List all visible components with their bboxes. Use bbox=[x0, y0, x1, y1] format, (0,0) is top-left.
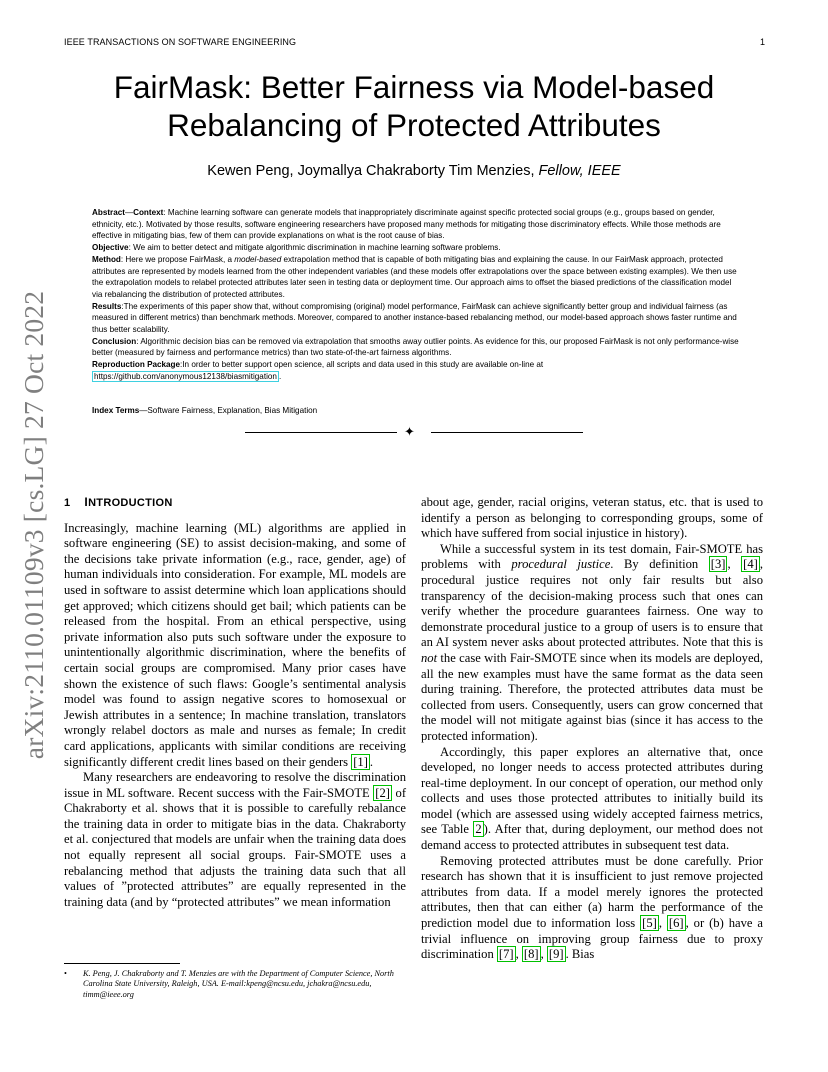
index-terms bbox=[92, 406, 317, 415]
section-first-letter: I bbox=[84, 495, 89, 509]
p3-italic: procedural justice bbox=[511, 557, 611, 572]
p4-text-b: ). After that, during deployment, our method does not demand access to protected attributes in subsequent test data. bbox=[421, 822, 763, 853]
intro-p1-end: . bbox=[369, 754, 374, 769]
repro-text: :In order to better support open science, all scripts and data used in this study are available on-line at bbox=[180, 360, 544, 370]
repro-label: Reproduction Package bbox=[92, 360, 181, 370]
p5-text-a: Removing protected attributes must be done carefully. Prior research has shown that it is insufficient to just remove projected attributes from data. If a model merely ignores the protected attributes, then that can either (a) harm the performance of the prediction model due to information loss bbox=[421, 853, 763, 931]
abstract-lead: Abstract bbox=[92, 208, 125, 217]
abstract-reproduction bbox=[92, 359, 740, 382]
objective-text: : We aim to better detect and mitigate algorithmic discrimination in machine learning software problems. bbox=[128, 243, 501, 253]
citation-link[interactable]: [7] bbox=[498, 947, 514, 962]
author-names: Kewen Peng, Joymallya Chakraborty Tim Menzies, bbox=[207, 163, 535, 179]
abstract-method bbox=[92, 254, 740, 301]
arxiv-stamp-text: arXiv:2110.01109v3 [cs.LG] 27 Oct 2022 bbox=[18, 290, 49, 760]
right-column bbox=[421, 495, 763, 963]
method-text-2: extrapolation method that is capable of both mitigating bias and explaining the cause. In our FairMask approach, protected attributes are represented by models learned from the other independent variables (and these models offer extrapolations over the space between existing examples). We then use the extrapolation models to relabel protected attributes later seen in testing data or deployment time. Our approach aims to offset the biased predictions of the classification model via rebalancing the distribution of protected attributes. bbox=[92, 254, 737, 299]
author-list bbox=[60, 163, 768, 179]
conclusion-text: : Algorithmic decision bias can be removed via extrapolation that smooths away outlier points. As evidence for this, our proposed FairMask is not only performance-wise better (measured by fairness and performance metrics) than two state-of-the-art fairness algorithms. bbox=[92, 336, 739, 358]
p3-text-b: . By definition bbox=[610, 557, 709, 572]
page-number: 1 bbox=[759, 37, 765, 47]
section-heading bbox=[64, 495, 406, 512]
section-number: 1 bbox=[64, 497, 71, 509]
citation-link[interactable]: [1] bbox=[353, 754, 368, 769]
intro-paragraph-5 bbox=[421, 854, 763, 963]
conclusion-label: Conclusion bbox=[92, 336, 137, 346]
results-text: :The experiments of this paper show that, without compromising (original) model performance, FairMask can achieve significantly better group and individual fairness (as measured in different metrics) than benchmark methods. Moreover, compared to another instance-based rebalancing method, our model-based approach shows faster runtime and thus better scalability. bbox=[92, 301, 737, 335]
citation-link[interactable]: [4] bbox=[743, 557, 758, 572]
method-label: Method bbox=[92, 254, 121, 264]
p5-text-c: , or (b) have a trivial influence on improving group fairness due to proxy discrimination bbox=[421, 916, 763, 962]
repro-end: . bbox=[278, 371, 282, 381]
section-divider bbox=[245, 424, 583, 440]
intro-p2-text-a: Many researchers are endeavoring to resolve the discrimination issue in ML software. Recent success with the Fair-SMOTE bbox=[64, 770, 406, 800]
running-header: IEEE TRANSACTIONS ON SOFTWARE ENGINEERING bbox=[64, 37, 297, 47]
abstract-conclusion bbox=[92, 336, 740, 359]
p5-text-d: , bbox=[515, 947, 522, 962]
table-ref-link[interactable]: 2 bbox=[475, 822, 482, 837]
left-column bbox=[64, 495, 406, 910]
abstract-results bbox=[92, 301, 740, 336]
p3-text-d: , procedural justice requires not only fair results but also transparency of the decision-making process such that ones can verify whether the procedure guarantees fairness. One way to demonstrate procedural justice to a group of users is to ensure that an AI system never asks about protected attributes. Note that this is bbox=[421, 557, 763, 650]
title-line-1: FairMask: Better Fairness via Model-based bbox=[113, 69, 715, 105]
citation-link[interactable]: [2] bbox=[375, 785, 390, 800]
abstract bbox=[92, 207, 740, 383]
abstract-dash: — bbox=[124, 208, 134, 217]
index-terms-label: Index Terms bbox=[92, 406, 140, 415]
section-title-rest: NTRODUCTION bbox=[88, 497, 173, 509]
intro-p1-text: Increasingly, machine learning (ML) algorithms are applied in software engineering (SE) to assist decision-making, and some of the decisions take private information (e.g., race, gender, age) of human individuals into consideration. For example, ML models are used in software to assist determine which loan applications should get approved; which citizens should get bail; which patients can be released from the hospital. From an ethical perspective, using private information also puts such software under the exposure to unintentionally algorithmic discrimination, where the benefits of certain social groups are compromised. Many prior cases have shown the existence of such flaws: Google’s sentimental analysis model was found to assign negative scores to homosexual or Jewish attributes in a sentence; In machine translation, translators wrongly relabel doctors as male and nurses as female; In credit card applications, applicants with similar conditions are receiving significantly different credit lines based on their genders bbox=[64, 520, 406, 769]
arxiv-stamp bbox=[14, 290, 54, 760]
abstract-context bbox=[92, 207, 740, 242]
footnote-text: K. Peng, J. Chakraborty and T. Menzies are with the Department of Computer Science, North Carolina State University, Raleigh, USA. E-mail:kpeng@ncsu.edu, jchakra@ncsu.edu, timm@ieee.org bbox=[83, 969, 394, 999]
divider-ornament-icon: ✦ bbox=[404, 424, 415, 439]
footnote-bullet: • bbox=[64, 969, 67, 978]
abstract-objective bbox=[92, 242, 740, 254]
p3-text-a: While a successful system in its test domain, Fair-SMOTE has problems with bbox=[421, 541, 763, 572]
p3-text-e: the case with Fair-SMOTE since when its models are deployed, all the new examples must have the same format as the data seen during training. Therefore, the protected attributes data must be collected from users. Consequently, users can grow concerned that the model will not mitigate against bias (since it has access to the protected information). bbox=[421, 650, 763, 743]
results-label: Results bbox=[92, 301, 122, 311]
method-italic: model-based bbox=[234, 254, 282, 264]
author-fellow-title: Fellow, IEEE bbox=[538, 163, 621, 179]
paper-title bbox=[60, 68, 768, 144]
p5-text-f: . Bias bbox=[565, 947, 595, 962]
context-label: Context bbox=[133, 208, 164, 217]
citation-link[interactable]: [6] bbox=[668, 916, 684, 931]
p5-text-e: , bbox=[540, 947, 547, 962]
intro-paragraph-4 bbox=[421, 745, 763, 854]
p3-text-c: , bbox=[727, 557, 742, 572]
context-text: : Machine learning software can generate models that inappropriately discriminate against specific protected social groups (e.g., groups based on gender, ethnicity, etc.). Motivated by those results, software engineering researchers have proposed many methods for mitigating those discriminatory effects. While those methods are effective in mitigating bias, few of them can provide explanations on what is the root cause of bias. bbox=[92, 208, 721, 241]
repro-link[interactable]: https://github.com/anonymous12138/biasmitigation bbox=[94, 371, 277, 381]
citation-link[interactable]: [9] bbox=[548, 947, 564, 962]
p4-text-a: Accordingly, this paper explores an alternative that, once developed, no longer needs to access protected attributes during real-time deployment. In our concept of operation, our method only collects and uses those protected attributes to initially build its model (which are assessed using widely accepted fairness metrics, see Table bbox=[421, 744, 763, 837]
intro-paragraph-1 bbox=[64, 521, 406, 771]
title-line-2: Rebalancing of Protected Attributes bbox=[167, 107, 661, 143]
intro-paragraph-2 bbox=[64, 770, 406, 910]
citation-link[interactable]: [8] bbox=[523, 947, 539, 962]
divider-rule-left bbox=[245, 432, 397, 433]
divider-rule-right bbox=[431, 432, 583, 433]
footnote-rule bbox=[64, 963, 180, 964]
p5-text-b: , bbox=[658, 916, 667, 931]
citation-link[interactable]: [3] bbox=[710, 557, 726, 572]
objective-label: Objective bbox=[92, 243, 129, 253]
intro-p2-text-b: of Chakraborty et al. shows that it is possible to carefully rebalance the training data in order to mitigate bias in the data. Chakraborty et al. conjectured that models are unfair when the training data does not equally represent all social groups. Fair-SMOTE uses a rebalancing method that adjusts the training data such that all values of ”protected attributes” are equally represented in the training data (and by “protected attributes” we mean information bbox=[64, 785, 407, 909]
author-footnote bbox=[64, 969, 406, 1000]
citation-link[interactable]: [5] bbox=[642, 916, 657, 931]
p3-not: not bbox=[421, 650, 438, 665]
method-text-1: : Here we propose FairMask, a bbox=[120, 254, 235, 264]
index-terms-text: Software Fairness, Explanation, Bias Mitigation bbox=[147, 406, 318, 415]
intro-paragraph-3 bbox=[421, 542, 763, 745]
intro-paragraph-2-continued: about age, gender, racial origins, veteran status, etc. that is used to identify a person as belonging to corresponding groups, some of which have suffered from social injustice in history). bbox=[421, 495, 763, 541]
index-terms-dash: — bbox=[139, 406, 148, 415]
